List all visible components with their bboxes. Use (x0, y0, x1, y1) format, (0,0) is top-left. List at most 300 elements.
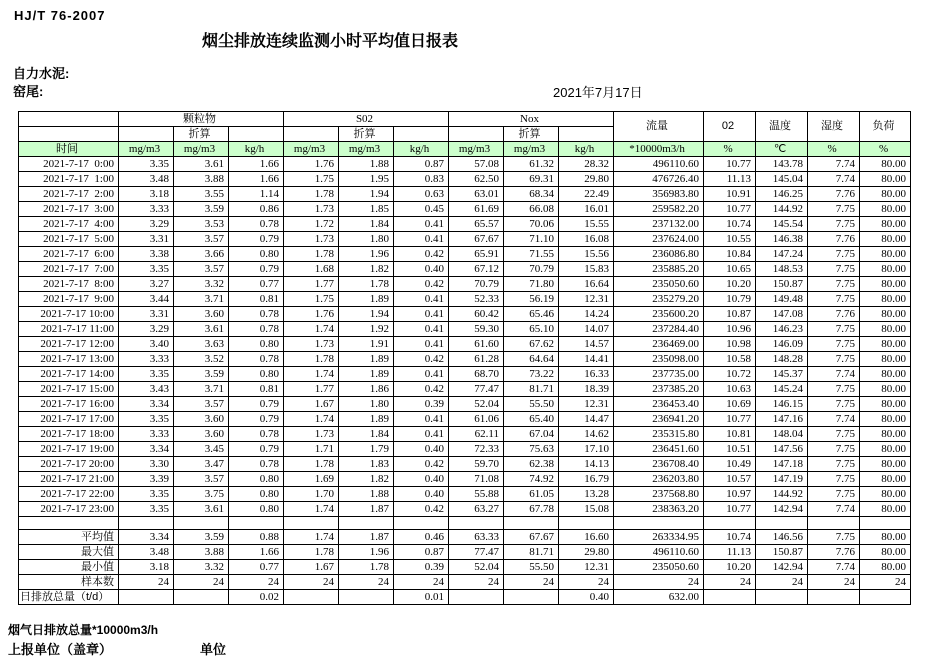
value-cell: 1.88 (339, 157, 394, 172)
value-cell: 356983.80 (614, 187, 704, 202)
value-cell: 0.41 (394, 217, 449, 232)
value-cell: 65.40 (504, 412, 559, 427)
table-row (19, 187, 911, 202)
value-cell: 0.87 (394, 545, 449, 560)
value-cell: 10.77 (704, 157, 756, 172)
value-cell: 3.63 (174, 337, 229, 352)
value-cell: 67.78 (504, 502, 559, 517)
value-cell: 64.64 (504, 352, 559, 367)
value-cell: 72.33 (449, 442, 504, 457)
value-cell: 1.94 (339, 307, 394, 322)
value-cell: 0.40 (394, 472, 449, 487)
value-cell: 24 (559, 575, 614, 590)
value-cell: 0.80 (229, 247, 284, 262)
value-cell: 66.08 (504, 202, 559, 217)
value-cell (339, 590, 394, 605)
value-cell: 24 (449, 575, 504, 590)
value-cell: 3.43 (119, 382, 174, 397)
unit-header-o2: % (704, 142, 756, 157)
value-cell: 61.69 (449, 202, 504, 217)
value-cell: 1.71 (284, 442, 339, 457)
value-cell: 10.20 (704, 277, 756, 292)
table-row (19, 217, 911, 232)
value-cell: 1.91 (339, 337, 394, 352)
value-cell: 61.06 (449, 412, 504, 427)
value-cell: 10.55 (704, 232, 756, 247)
value-cell: 71.55 (504, 247, 559, 262)
value-cell: 1.75 (284, 292, 339, 307)
value-cell: 147.08 (756, 307, 808, 322)
reporting-unit-label: 上报单位（盖章） (8, 642, 113, 657)
value-cell: 1.76 (284, 157, 339, 172)
value-cell: 7.75 (808, 247, 860, 262)
value-cell: 10.51 (704, 442, 756, 457)
value-cell: 3.34 (119, 442, 174, 457)
value-cell: 24 (339, 575, 394, 590)
value-cell: 7.75 (808, 442, 860, 457)
daily-flow-total-note: 烟气日排放总量*10000m3/h (8, 623, 159, 637)
value-cell (284, 590, 339, 605)
table-row (19, 472, 911, 487)
value-cell: 0.88 (229, 530, 284, 545)
table-row (19, 382, 911, 397)
value-cell: 3.31 (119, 307, 174, 322)
unit-header-load: % (860, 142, 911, 157)
value-cell: 7.75 (808, 397, 860, 412)
value-cell: 3.39 (119, 472, 174, 487)
value-cell: 146.38 (756, 232, 808, 247)
value-cell: 3.52 (174, 352, 229, 367)
value-cell: 3.33 (119, 352, 174, 367)
value-cell: 148.28 (756, 352, 808, 367)
value-cell: 0.63 (394, 187, 449, 202)
table-row (19, 457, 911, 472)
value-cell: 1.66 (229, 157, 284, 172)
value-cell: 80.00 (860, 502, 911, 517)
value-cell: 63.01 (449, 187, 504, 202)
value-cell: 10.96 (704, 322, 756, 337)
value-cell: 0.78 (229, 307, 284, 322)
blank-cell (756, 517, 808, 530)
value-cell: 3.61 (174, 157, 229, 172)
value-cell: 147.16 (756, 412, 808, 427)
value-cell: 7.74 (808, 412, 860, 427)
value-cell: 80.00 (860, 545, 911, 560)
value-cell: 0.79 (229, 232, 284, 247)
value-cell: 80.00 (860, 472, 911, 487)
value-cell: 80.00 (860, 457, 911, 472)
time-cell: 2021-7-17 22:00 (19, 487, 119, 502)
value-cell (504, 590, 559, 605)
value-cell: 7.75 (808, 322, 860, 337)
time-cell: 2021-7-17 14:00 (19, 367, 119, 382)
value-cell: 146.25 (756, 187, 808, 202)
blank-cell (229, 517, 284, 530)
value-cell: 0.41 (394, 412, 449, 427)
value-cell: 0.77 (229, 277, 284, 292)
value-cell: 52.04 (449, 560, 504, 575)
unit-header: mg/m3 (449, 142, 504, 157)
value-cell: 3.40 (119, 337, 174, 352)
time-cell: 2021-7-17 20:00 (19, 457, 119, 472)
value-cell: 237624.00 (614, 232, 704, 247)
value-cell: 28.32 (559, 157, 614, 172)
value-cell: 3.60 (174, 307, 229, 322)
table-row (19, 442, 911, 457)
value-cell: 7.74 (808, 502, 860, 517)
value-cell: 3.30 (119, 457, 174, 472)
table-row (19, 262, 911, 277)
value-cell: 29.80 (559, 172, 614, 187)
value-cell: 0.80 (229, 472, 284, 487)
group-header-particulate: 颗粒物 (119, 112, 284, 127)
value-cell: 0.42 (394, 502, 449, 517)
value-cell: 236708.40 (614, 457, 704, 472)
value-cell: 55.50 (504, 560, 559, 575)
value-cell: 236469.00 (614, 337, 704, 352)
value-cell: 0.80 (229, 487, 284, 502)
value-cell: 65.46 (504, 307, 559, 322)
value-cell: 3.48 (119, 545, 174, 560)
value-cell: 3.57 (174, 397, 229, 412)
value-cell: 80.00 (860, 560, 911, 575)
unit-header-flow: *10000m3/h (614, 142, 704, 157)
value-cell: 63.33 (449, 530, 504, 545)
value-cell: 14.47 (559, 412, 614, 427)
time-cell: 2021-7-17 13:00 (19, 352, 119, 367)
value-cell: 69.31 (504, 172, 559, 187)
value-cell: 259582.20 (614, 202, 704, 217)
value-cell: 3.38 (119, 247, 174, 262)
value-cell: 3.31 (119, 232, 174, 247)
value-cell: 144.92 (756, 202, 808, 217)
value-cell: 62.50 (449, 172, 504, 187)
unit-header: mg/m3 (339, 142, 394, 157)
value-cell: 3.27 (119, 277, 174, 292)
value-cell: 80.00 (860, 427, 911, 442)
value-cell: 1.78 (284, 247, 339, 262)
value-cell: 67.12 (449, 262, 504, 277)
value-cell: 24 (174, 575, 229, 590)
value-cell: 1.77 (284, 277, 339, 292)
converted-header-nox: 折算 (504, 127, 559, 142)
value-cell: 1.75 (284, 172, 339, 187)
value-cell: 60.42 (449, 307, 504, 322)
value-cell: 1.88 (339, 487, 394, 502)
time-header: 时间 (19, 142, 119, 157)
value-cell: 3.47 (174, 457, 229, 472)
value-cell: 0.41 (394, 367, 449, 382)
time-cell: 2021-7-17 0:00 (19, 157, 119, 172)
value-cell: 14.41 (559, 352, 614, 367)
time-cell: 2021-7-17 4:00 (19, 217, 119, 232)
value-cell: 143.78 (756, 157, 808, 172)
value-cell: 65.91 (449, 247, 504, 262)
value-cell: 1.74 (284, 502, 339, 517)
header-row-groups (19, 112, 911, 127)
value-cell: 10.84 (704, 247, 756, 262)
value-cell: 3.61 (174, 322, 229, 337)
value-cell: 75.63 (504, 442, 559, 457)
value-cell: 0.78 (229, 427, 284, 442)
value-cell: 236941.20 (614, 412, 704, 427)
value-cell: 3.57 (174, 472, 229, 487)
value-cell: 24 (808, 575, 860, 590)
value-cell: 62.11 (449, 427, 504, 442)
value-cell: 10.65 (704, 262, 756, 277)
value-cell: 3.33 (119, 202, 174, 217)
value-cell: 146.56 (756, 530, 808, 545)
value-cell: 1.74 (284, 367, 339, 382)
value-cell: 0.79 (229, 442, 284, 457)
time-cell: 2021-7-17 9:00 (19, 292, 119, 307)
value-cell: 1.96 (339, 545, 394, 560)
blank-cell (174, 517, 229, 530)
value-cell: 0.46 (394, 530, 449, 545)
value-cell: 14.62 (559, 427, 614, 442)
value-cell: 24 (860, 575, 911, 590)
value-cell: 1.76 (284, 307, 339, 322)
value-cell: 80.00 (860, 172, 911, 187)
value-cell: 10.74 (704, 530, 756, 545)
value-cell: 52.33 (449, 292, 504, 307)
blank-cell (19, 517, 119, 530)
value-cell: 1.77 (284, 382, 339, 397)
value-cell: 80.00 (860, 187, 911, 202)
value-cell: 7.75 (808, 457, 860, 472)
value-cell: 15.83 (559, 262, 614, 277)
time-col-blank (19, 112, 119, 127)
value-cell: 150.87 (756, 545, 808, 560)
time-cell: 2021-7-17 11:00 (19, 322, 119, 337)
value-cell: 80.00 (860, 322, 911, 337)
unit-header: mg/m3 (284, 142, 339, 157)
value-cell: 16.08 (559, 232, 614, 247)
value-cell: 61.60 (449, 337, 504, 352)
value-cell: 1.92 (339, 322, 394, 337)
value-cell: 7.76 (808, 545, 860, 560)
value-cell: 7.76 (808, 307, 860, 322)
value-cell: 77.47 (449, 382, 504, 397)
value-cell: 0.45 (394, 202, 449, 217)
value-cell: 3.33 (119, 427, 174, 442)
value-cell: 0.40 (394, 442, 449, 457)
value-cell: 0.79 (229, 397, 284, 412)
value-cell: 80.00 (860, 397, 911, 412)
value-cell: 237568.80 (614, 487, 704, 502)
value-cell: 146.23 (756, 322, 808, 337)
value-cell: 0.83 (394, 172, 449, 187)
value-cell: 1.86 (339, 382, 394, 397)
value-cell: 7.75 (808, 382, 860, 397)
value-cell: 1.74 (284, 412, 339, 427)
value-cell: 1.78 (339, 277, 394, 292)
value-cell: 10.69 (704, 397, 756, 412)
value-cell: 476726.40 (614, 172, 704, 187)
value-cell: 0.01 (394, 590, 449, 605)
value-cell: 80.00 (860, 337, 911, 352)
value-cell: 10.72 (704, 367, 756, 382)
value-cell: 80.00 (860, 487, 911, 502)
value-cell: 145.24 (756, 382, 808, 397)
value-cell: 14.07 (559, 322, 614, 337)
value-cell: 3.34 (119, 530, 174, 545)
value-cell: 62.38 (504, 457, 559, 472)
value-cell: 3.60 (174, 427, 229, 442)
standard-code: HJ/T 76-2007 (14, 8, 106, 23)
unit-header: kg/h (229, 142, 284, 157)
time-cell: 2021-7-17 2:00 (19, 187, 119, 202)
blank-cell (860, 517, 911, 530)
value-cell: 1.82 (339, 262, 394, 277)
value-cell: 15.55 (559, 217, 614, 232)
value-cell: 24 (756, 575, 808, 590)
report-date: 2021年7月17日 (553, 85, 643, 100)
value-cell: 80.00 (860, 292, 911, 307)
value-cell: 147.19 (756, 472, 808, 487)
time-cell: 2021-7-17 19:00 (19, 442, 119, 457)
value-cell: 0.41 (394, 427, 449, 442)
value-cell: 81.71 (504, 545, 559, 560)
value-cell: 0.77 (229, 560, 284, 575)
value-cell: 16.79 (559, 472, 614, 487)
value-cell: 3.35 (119, 502, 174, 517)
unit-header: mg/m3 (504, 142, 559, 157)
value-cell: 80.00 (860, 232, 911, 247)
table-body (19, 157, 911, 605)
value-cell: 237284.40 (614, 322, 704, 337)
value-cell: 1.83 (339, 457, 394, 472)
value-cell: 17.10 (559, 442, 614, 457)
value-cell: 73.22 (504, 367, 559, 382)
value-cell: 237385.20 (614, 382, 704, 397)
value-cell: 7.75 (808, 202, 860, 217)
value-cell: 3.59 (174, 530, 229, 545)
value-cell: 80.00 (860, 217, 911, 232)
value-cell: 10.63 (704, 382, 756, 397)
table-row (19, 277, 911, 292)
value-cell: 1.67 (284, 397, 339, 412)
blank-cell (394, 127, 449, 142)
value-cell: 80.00 (860, 262, 911, 277)
time-cell: 2021-7-17 16:00 (19, 397, 119, 412)
value-cell: 16.01 (559, 202, 614, 217)
value-cell: 0.78 (229, 352, 284, 367)
value-cell: 15.08 (559, 502, 614, 517)
value-cell (704, 590, 756, 605)
value-cell: 148.04 (756, 427, 808, 442)
report-table (18, 111, 911, 605)
value-cell: 0.41 (394, 292, 449, 307)
table-row (19, 172, 911, 187)
table-row (19, 502, 911, 517)
value-cell: 10.57 (704, 472, 756, 487)
value-cell: 1.89 (339, 292, 394, 307)
value-cell: 24 (614, 575, 704, 590)
value-cell: 147.56 (756, 442, 808, 457)
value-cell: 13.28 (559, 487, 614, 502)
value-cell: 0.81 (229, 382, 284, 397)
value-cell: 235279.20 (614, 292, 704, 307)
time-cell: 2021-7-17 5:00 (19, 232, 119, 247)
value-cell: 142.94 (756, 560, 808, 575)
value-cell: 12.31 (559, 560, 614, 575)
value-cell: 0.87 (394, 157, 449, 172)
value-cell: 3.71 (174, 382, 229, 397)
value-cell: 0.80 (229, 337, 284, 352)
unit-header: kg/h (559, 142, 614, 157)
value-cell: 71.08 (449, 472, 504, 487)
value-cell: 67.67 (504, 530, 559, 545)
company-name: 自力水泥: (13, 66, 70, 81)
table-row (19, 397, 911, 412)
value-cell: 3.29 (119, 217, 174, 232)
value-cell: 3.59 (174, 367, 229, 382)
summary-label: 平均值 (19, 530, 119, 545)
value-cell: 1.80 (339, 397, 394, 412)
value-cell: 74.92 (504, 472, 559, 487)
value-cell: 1.87 (339, 530, 394, 545)
value-cell: 7.75 (808, 352, 860, 367)
value-cell: 14.24 (559, 307, 614, 322)
value-cell: 3.57 (174, 262, 229, 277)
value-cell: 16.64 (559, 277, 614, 292)
blank-cell (504, 517, 559, 530)
value-cell: 1.73 (284, 232, 339, 247)
value-cell: 0.42 (394, 352, 449, 367)
value-cell (756, 590, 808, 605)
blank-cell (559, 127, 614, 142)
time-col-blank (19, 127, 119, 142)
value-cell: 1.96 (339, 247, 394, 262)
value-cell: 0.42 (394, 457, 449, 472)
value-cell: 7.75 (808, 472, 860, 487)
time-cell: 2021-7-17 8:00 (19, 277, 119, 292)
value-cell: 496110.60 (614, 545, 704, 560)
converted-header-pm: 折算 (174, 127, 229, 142)
value-cell: 263334.95 (614, 530, 704, 545)
header-temperature: 温度 (756, 112, 808, 142)
value-cell: 24 (284, 575, 339, 590)
value-cell: 144.92 (756, 487, 808, 502)
value-cell: 10.77 (704, 412, 756, 427)
time-cell: 2021-7-17 18:00 (19, 427, 119, 442)
value-cell: 0.42 (394, 382, 449, 397)
time-cell: 2021-7-17 6:00 (19, 247, 119, 262)
table-row (19, 352, 911, 367)
summary-row (19, 530, 911, 545)
unit-header: mg/m3 (174, 142, 229, 157)
value-cell: 145.54 (756, 217, 808, 232)
value-cell: 29.80 (559, 545, 614, 560)
value-cell: 70.79 (449, 277, 504, 292)
value-cell: 65.57 (449, 217, 504, 232)
time-cell: 2021-7-17 23:00 (19, 502, 119, 517)
value-cell: 1.85 (339, 202, 394, 217)
table-row (19, 292, 911, 307)
value-cell: 1.73 (284, 427, 339, 442)
header-flow: 流量 (614, 112, 704, 142)
time-cell: 2021-7-17 3:00 (19, 202, 119, 217)
table-header (19, 112, 911, 157)
value-cell: 0.80 (229, 367, 284, 382)
value-cell: 0.80 (229, 502, 284, 517)
value-cell: 0.42 (394, 247, 449, 262)
value-cell: 80.00 (860, 382, 911, 397)
blank-cell (808, 517, 860, 530)
converted-header-so2: 折算 (339, 127, 394, 142)
page-title: 烟尘排放连续监测小时平均值日报表 (201, 33, 458, 50)
